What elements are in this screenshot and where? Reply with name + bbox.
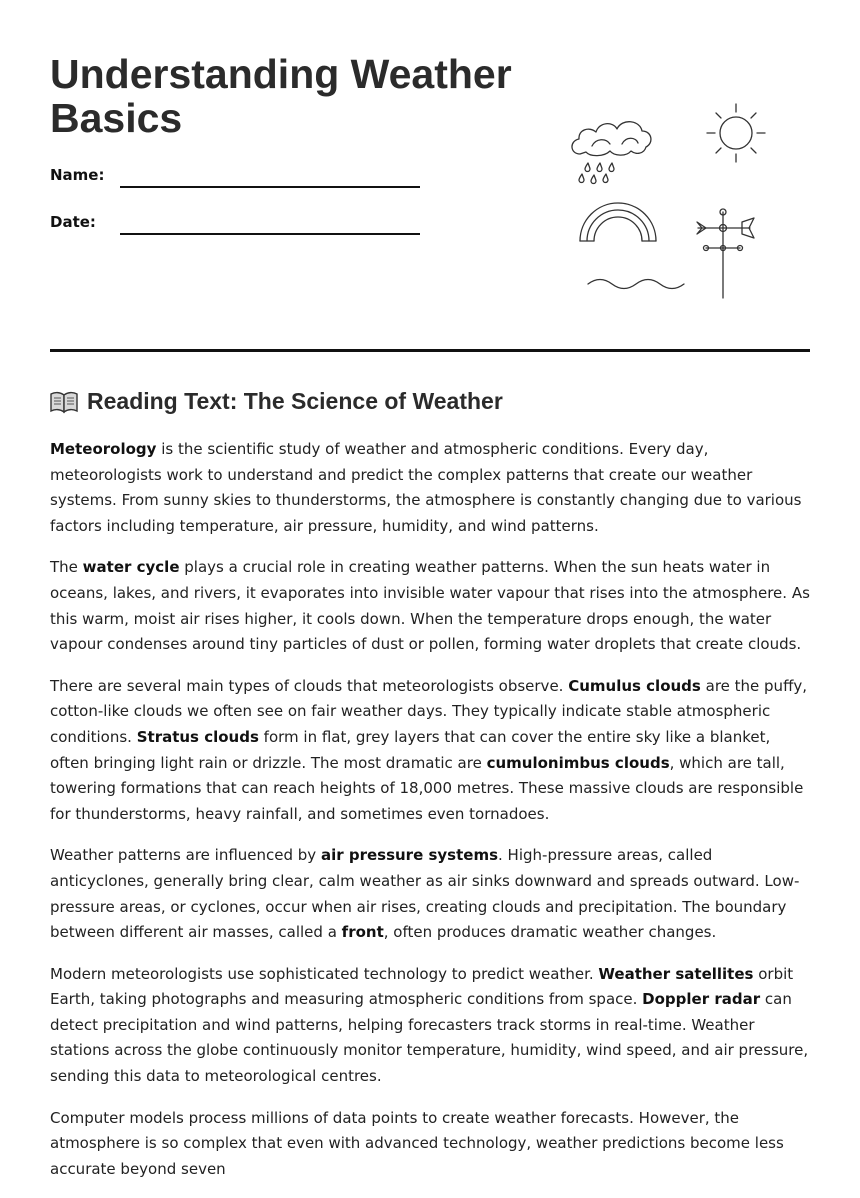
worksheet-page (50, 0, 810, 1178)
wave-icon (588, 280, 684, 289)
paragraph-text: . High-pressure areas, called anticyclones, generally bring clear, calm weather as air sinks downward and spreads outward. Low-pressure areas, or cyclones, occur when air rises, creating clouds and precipitation. The boundary between different air masses, called a (50, 846, 800, 942)
paragraph-text: The (50, 558, 83, 577)
paragraph-text: Modern meteorologists use sophisticated technology to predict weather. (50, 964, 599, 983)
paragraph-text: can detect precipitation and wind patterns, helping forecasters track storms in real-time. Weather stations across the globe continuously monitor temperature, humidity, wind speed, and air pressure, sending this data to meteorological centres. (50, 990, 809, 1086)
paragraph-text: orbit Earth, taking photographs and measuring atmospheric conditions from space. (50, 964, 794, 1009)
key-term: front (341, 923, 384, 942)
key-term: air pressure systems (320, 846, 499, 865)
key-term: cumulonimbus clouds (486, 753, 670, 772)
cloud-rain-icon (572, 122, 651, 184)
reading-heading-text: Reading Text: The Science of Weather (87, 388, 503, 414)
name-label: Name: (50, 166, 105, 184)
rainbow-icon (580, 203, 656, 241)
key-term: Doppler radar (642, 990, 761, 1009)
reading-text (50, 437, 810, 1198)
key-term: Cumulus clouds (568, 676, 701, 695)
paragraph-text: form in flat, grey layers that can cover the entire sky like a blanket, often bringing light rain or drizzle. The most dramatic are (50, 727, 771, 772)
name-field[interactable] (50, 166, 420, 196)
paragraph-text: Computer models process millions of data points to create weather forecasts. However, the atmosphere is so complex that even with advanced technology, weather predictions become less accurate beyond seven (50, 1108, 784, 1178)
paragraph (50, 1106, 810, 1183)
paragraph-text: are the puffy, cotton-like clouds we often see on fair weather days. They typically indicate stable atmospheric conditions. (50, 676, 808, 746)
name-input-line[interactable] (120, 186, 420, 188)
paragraph-text: plays a crucial role in creating weather patterns. When the sun heats water in oceans, lakes, and rivers, it evaporates into invisible water vapour that rises into the atmosphere. As this warm, moist air rises higher, it cools down. When the temperature drops enough, the water vapour condenses around tiny particles of dust or pollen, forming water droplets that create clouds. (50, 558, 810, 654)
paragraph-text: There are several main types of clouds that meteorologists observe. (50, 676, 569, 695)
page-title: Understanding Weather Basics (50, 51, 512, 141)
reading-heading (50, 388, 503, 415)
book-icon (50, 391, 78, 413)
key-term: Weather satellites (598, 964, 754, 983)
weather-vane-icon (697, 209, 754, 298)
paragraph (50, 674, 810, 828)
paragraph (50, 843, 810, 945)
paragraph (50, 555, 810, 657)
key-term: Stratus clouds (136, 727, 259, 746)
key-term: water cycle (82, 558, 180, 577)
paragraph-text: , often produces dramatic weather changes. (383, 923, 717, 942)
paragraph-text: , which are tall, towering formations that can reach heights of 18,000 metres. These massive clouds are responsible for thunderstorms, heavy rainfall, and sometimes even tornadoes. (50, 753, 804, 823)
paragraph (50, 962, 810, 1090)
paragraph-text: Weather patterns are influenced by (50, 846, 321, 865)
paragraph-text: is the scientific study of weather and atmospheric conditions. Every day, meteorologists work to understand and predict the complex patterns that create our weather systems. From sunny skies to thunderstorms, the atmosphere is constantly changing due to various factors including temperature, air pressure, humidity, and wind patterns. (50, 440, 802, 535)
date-label: Date: (50, 213, 96, 231)
sun-icon (707, 104, 765, 162)
weather-illustration (566, 96, 776, 306)
paragraph (50, 437, 810, 539)
key-term: Meteorology (50, 440, 157, 458)
worksheet-header (50, 0, 810, 352)
date-field[interactable] (50, 213, 420, 243)
date-input-line[interactable] (120, 233, 420, 235)
